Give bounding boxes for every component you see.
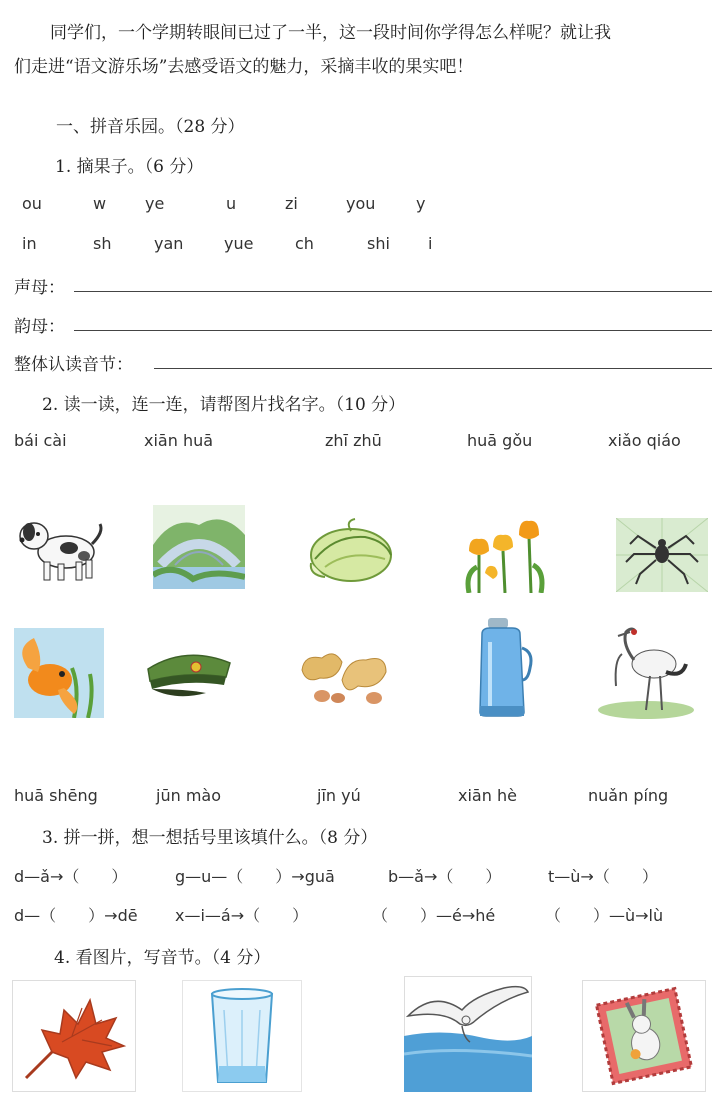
pinyin-word: huā gǒu xyxy=(467,431,533,450)
spelling-item: x—i—á→（ ） xyxy=(175,906,309,925)
military-cap-picture xyxy=(136,645,236,705)
syllable: y xyxy=(416,194,426,213)
syllable: u xyxy=(226,194,237,213)
pinyin-word: zhī zhū xyxy=(325,431,382,450)
syllable: ye xyxy=(145,194,165,213)
spelling-item: （ ）—é→hé xyxy=(372,906,496,925)
syllable: w xyxy=(93,194,107,213)
pinyin-word: jīn yú xyxy=(317,786,361,805)
pinyin-word: xiān hè xyxy=(458,786,517,805)
whole-syllables-answer-line[interactable] xyxy=(154,368,712,369)
syllable: i xyxy=(428,234,433,253)
goldfish-picture xyxy=(14,628,104,718)
section-title: 一、拼音乐园。（28 分） xyxy=(56,117,245,137)
crane-picture xyxy=(596,624,696,720)
pinyin-word: nuǎn píng xyxy=(588,786,669,805)
syllable: ch xyxy=(295,234,314,253)
syllable: in xyxy=(22,234,37,253)
spelling-item: （ ）—ù→lù xyxy=(545,906,664,925)
pinyin-word: xiǎo qiáo xyxy=(608,431,681,450)
syllable: you xyxy=(346,194,376,213)
flowers-picture xyxy=(459,515,549,593)
initials-answer-line[interactable] xyxy=(74,291,712,292)
dog-picture xyxy=(14,510,108,588)
syllable: sh xyxy=(93,234,112,253)
spelling-item: d—（ ）→dē xyxy=(14,906,138,925)
question-3-title: 3. 拼一拼，想一想括号里该填什么。（8 分） xyxy=(42,828,378,848)
stamp-picture xyxy=(582,980,706,1092)
intro-line-1: 同学们，一个学期转眼间已过了一半，这一段时间你学得怎么样呢？就让我 xyxy=(50,23,611,43)
question-2-title: 2. 读一读，连一连，请帮图片找名字。（10 分） xyxy=(42,395,406,415)
finals-label: 韵母： xyxy=(14,317,65,337)
spelling-item: t—ù→（ ） xyxy=(548,867,658,886)
question-1-title: 1. 摘果子。（6 分） xyxy=(55,157,204,177)
spelling-item: b—ǎ→（ ） xyxy=(388,867,502,886)
finals-answer-line[interactable] xyxy=(74,330,712,331)
syllable: shi xyxy=(367,234,390,253)
thermos-picture xyxy=(478,618,534,718)
pinyin-word: xiān huā xyxy=(144,431,214,450)
whole-syllables-label: 整体认读音节： xyxy=(14,355,133,375)
peanuts-picture xyxy=(292,640,392,710)
spelling-item: g—u—（ ）→guā xyxy=(175,867,335,886)
glass-picture xyxy=(182,980,302,1092)
bridge-picture xyxy=(153,505,245,589)
seagull-picture xyxy=(404,976,532,1092)
leaf-picture xyxy=(12,980,136,1092)
cabbage-picture xyxy=(305,515,395,589)
question-4-title: 4. 看图片，写音节。（4 分） xyxy=(54,948,271,968)
intro-line-2: 们走进“语文游乐场”去感受语文的魅力，采摘丰收的果实吧！ xyxy=(14,57,474,77)
pinyin-word: huā shēng xyxy=(14,786,98,805)
syllable: zi xyxy=(285,194,298,213)
syllable: yue xyxy=(224,234,254,253)
syllable: yan xyxy=(154,234,184,253)
syllable: ou xyxy=(22,194,42,213)
spider-picture xyxy=(616,518,708,592)
pinyin-word: bái cài xyxy=(14,431,67,450)
spelling-item: d—ǎ→（ ） xyxy=(14,867,128,886)
pinyin-word: jūn mào xyxy=(156,786,221,805)
initials-label: 声母： xyxy=(14,278,65,298)
